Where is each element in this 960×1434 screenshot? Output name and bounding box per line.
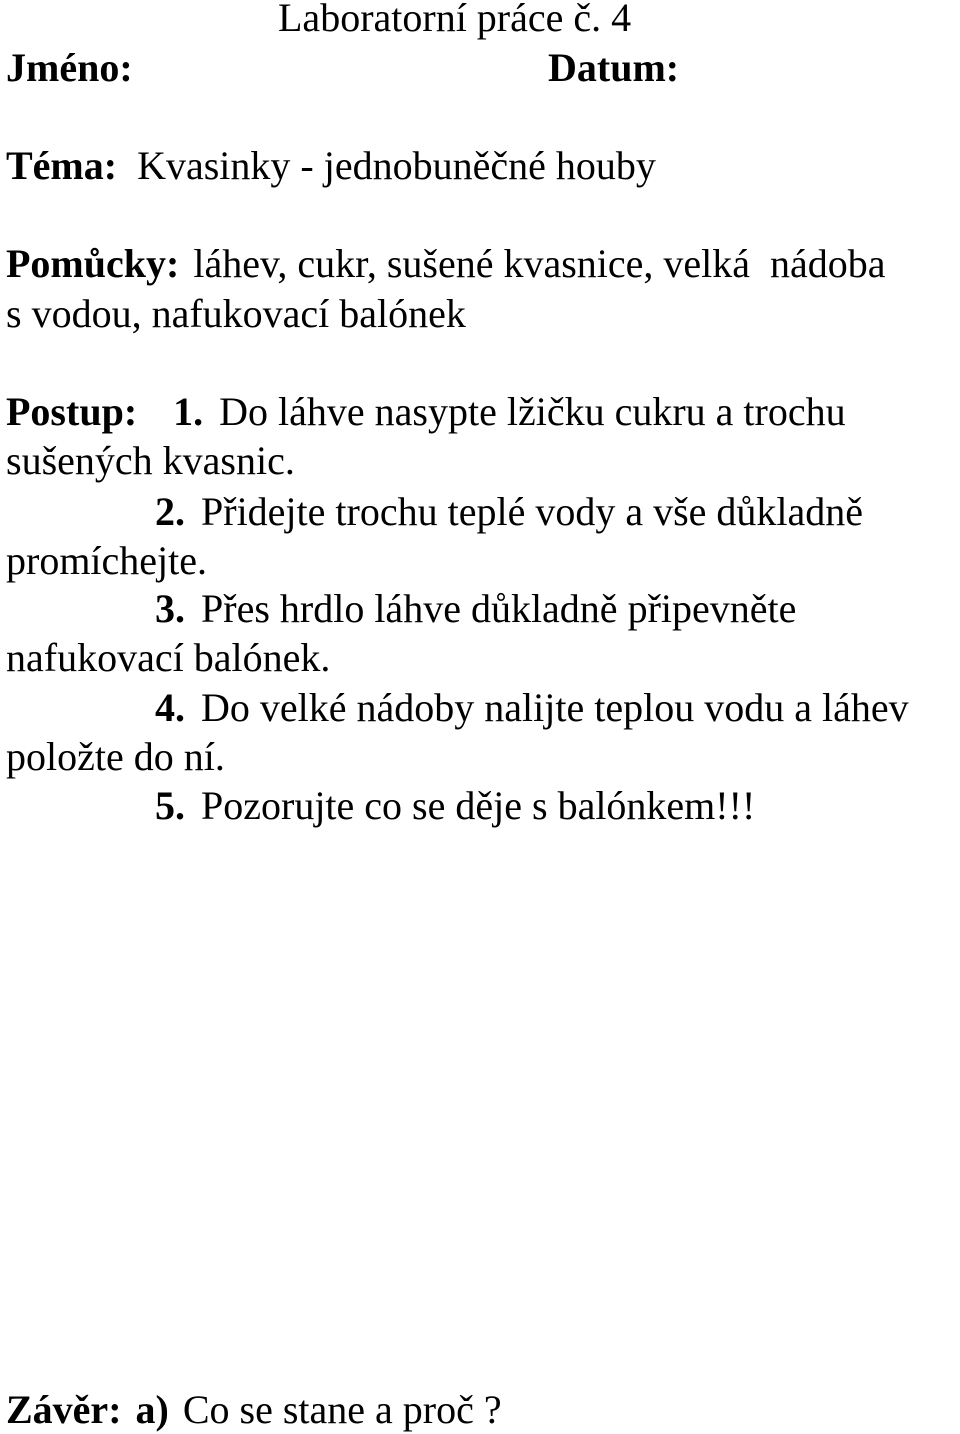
step-text: Do velké nádoby nalijte teplou vodu a láhev [201,685,909,730]
step-number: 2. [155,489,185,534]
procedure-step-1-line-2: sušených kvasnic. [6,438,295,483]
topic-line [6,142,656,190]
step-text: Do láhve nasypte lžičku cukru a trochu [219,389,846,434]
conclusion-label: Závěr: [6,1387,122,1432]
materials-text-1: láhev, cukr, sušené kvasnice, velká nádoba [193,241,886,286]
materials-line-1 [6,240,886,288]
procedure-step-4-line-2: položte do ní. [6,734,225,779]
materials-line-2: s vodou, nafukovací balónek [6,291,466,336]
procedure-step-1-line-1 [6,388,846,436]
conclusion-question: Co se stane a proč ? [182,1387,502,1432]
step-number: 5. [155,783,185,828]
procedure-step-2-line-2: promíchejte. [6,538,208,583]
document-title: Laboratorní práce č. 4 [278,0,632,40]
procedure-label: Postup: [6,389,138,434]
procedure-step-3-line-1 [155,585,796,633]
conclusion-item-label: a) [135,1387,169,1432]
topic-value: Kvasinky - jednobuněčné houby [137,143,656,188]
materials-label: Pomůcky: [6,241,180,286]
procedure-step-4-line-1 [155,684,909,732]
name-label: Jméno: [6,45,133,90]
procedure-step-5-line-1 [155,782,755,830]
topic-label: Téma: [6,143,118,188]
step-text: Pozorujte co se děje s balónkem!!! [201,783,756,828]
conclusion-line [6,1386,502,1434]
step-number: 3. [155,586,185,631]
step-text: Přes hrdlo láhve důkladně připevněte [201,586,797,631]
step-number: 1. [173,389,204,434]
procedure-step-2-line-1 [155,488,863,536]
step-text: Přidejte trochu teplé vody a vše důkladně [201,489,864,534]
date-label: Datum: [548,45,680,90]
procedure-step-3-line-2: nafukovací balónek. [6,635,331,680]
step-number: 4. [155,685,185,730]
